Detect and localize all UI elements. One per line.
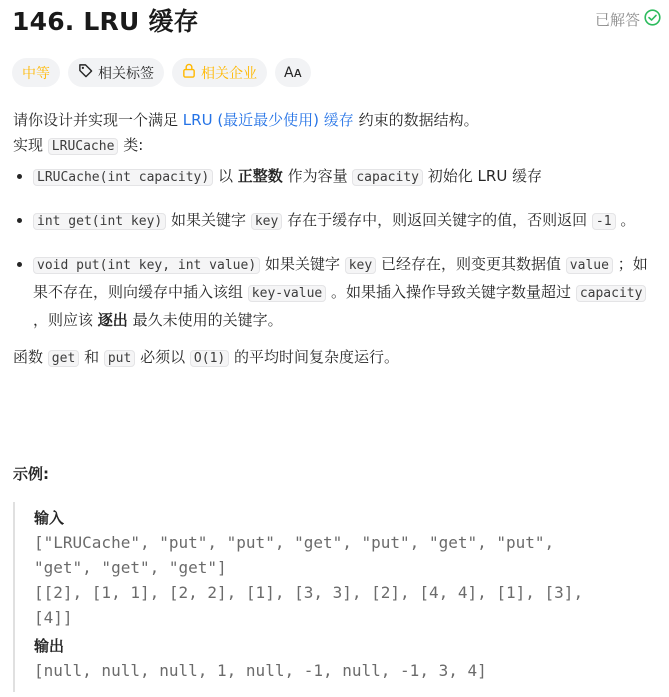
output-label: 输出 <box>34 637 65 655</box>
input-line: [4]] <box>34 608 73 627</box>
related-company-label: 相关企业 <box>201 65 257 82</box>
code-snippet: key-value <box>248 285 326 302</box>
code-snippet: O(1) <box>190 350 229 367</box>
text: 的平均时间复杂度运行。 <box>234 348 400 366</box>
list-item <box>33 207 653 235</box>
example-block <box>13 502 653 692</box>
code-snippet: get <box>48 350 79 367</box>
problem-title: 146. LRU 缓存 <box>12 7 199 36</box>
intro-paragraph <box>13 108 653 133</box>
intro-text: 请你设计并实现一个满足 <box>13 111 179 129</box>
code-snippet: capacity <box>352 169 423 186</box>
text: 作为容量 <box>287 167 348 185</box>
tag-bar <box>12 58 311 87</box>
text: 最久未使用的关键字。 <box>132 311 283 329</box>
related-tags-button[interactable] <box>68 58 164 87</box>
impl-suffix: 类: <box>123 136 144 154</box>
translate-icon: Aᴀ <box>284 64 302 81</box>
input-line: [[2], [1, 1], [2, 2], [1], [3, 3], [2], [4, 4], [1], [3], <box>34 583 584 602</box>
check-circle-icon <box>644 9 661 30</box>
code-snippet: value <box>566 257 613 274</box>
bold-text: 正整数 <box>237 167 283 185</box>
text: 必须以 <box>140 348 186 366</box>
list-item <box>33 251 653 333</box>
text: ，则应该 <box>33 311 94 329</box>
code-snippet: LRUCache(int capacity) <box>33 169 213 186</box>
text: 已经存在，则变更其数据值 <box>381 255 562 273</box>
code-snippet: int get(int key) <box>33 213 166 230</box>
text: 如果关键字 <box>171 211 247 229</box>
impl-text: 实现 <box>13 136 44 154</box>
input-line: ["LRUCache", "put", "put", "get", "put", "get", "put", <box>34 533 555 552</box>
lru-link[interactable]: LRU (最近最少使用) 缓存 <box>182 111 354 129</box>
input-line: "get", "get", "get"] <box>34 558 227 577</box>
solved-status <box>595 9 661 30</box>
text: 。如果插入操作导致关键字数量超过 <box>331 283 572 301</box>
text: 如果关键字 <box>264 255 340 273</box>
text: 存在于缓存中，则返回关键字的值，否则返回 <box>287 211 588 229</box>
text: 以 <box>217 167 233 185</box>
translate-button[interactable] <box>275 58 311 87</box>
class-name-code: LRUCache <box>48 138 119 155</box>
difficulty-badge[interactable]: 中等 <box>12 58 60 87</box>
impl-paragraph <box>13 133 653 159</box>
example-title: 示例: <box>13 465 49 483</box>
text: 和 <box>84 348 100 366</box>
code-snippet: void put(int key, int value) <box>33 257 260 274</box>
text: 初始化 LRU 缓存 <box>427 167 543 185</box>
related-tags-label: 相关标签 <box>98 65 154 82</box>
solved-label: 已解答 <box>594 11 640 29</box>
bold-text: 逐出 <box>97 311 128 329</box>
method-list <box>13 163 653 333</box>
code-snippet: put <box>104 350 135 367</box>
tag-icon <box>78 63 93 82</box>
output-line: [null, null, null, 1, null, -1, null, -1, 3, 4] <box>34 661 487 680</box>
code-snippet: key <box>251 213 282 230</box>
text: 。 <box>620 211 636 229</box>
input-label: 输入 <box>34 509 65 527</box>
text: 函数 <box>13 348 44 366</box>
code-snippet: capacity <box>576 285 647 302</box>
code-snippet: key <box>345 257 376 274</box>
intro-suffix: 约束的数据结构。 <box>358 111 479 129</box>
lock-icon <box>182 63 196 82</box>
related-company-button[interactable] <box>172 58 267 87</box>
complexity-paragraph <box>13 345 653 371</box>
list-item <box>33 163 653 191</box>
code-snippet: -1 <box>592 213 616 230</box>
text: ；如果不存在，则向缓存中插入该组 <box>33 255 648 301</box>
problem-description <box>13 108 653 371</box>
